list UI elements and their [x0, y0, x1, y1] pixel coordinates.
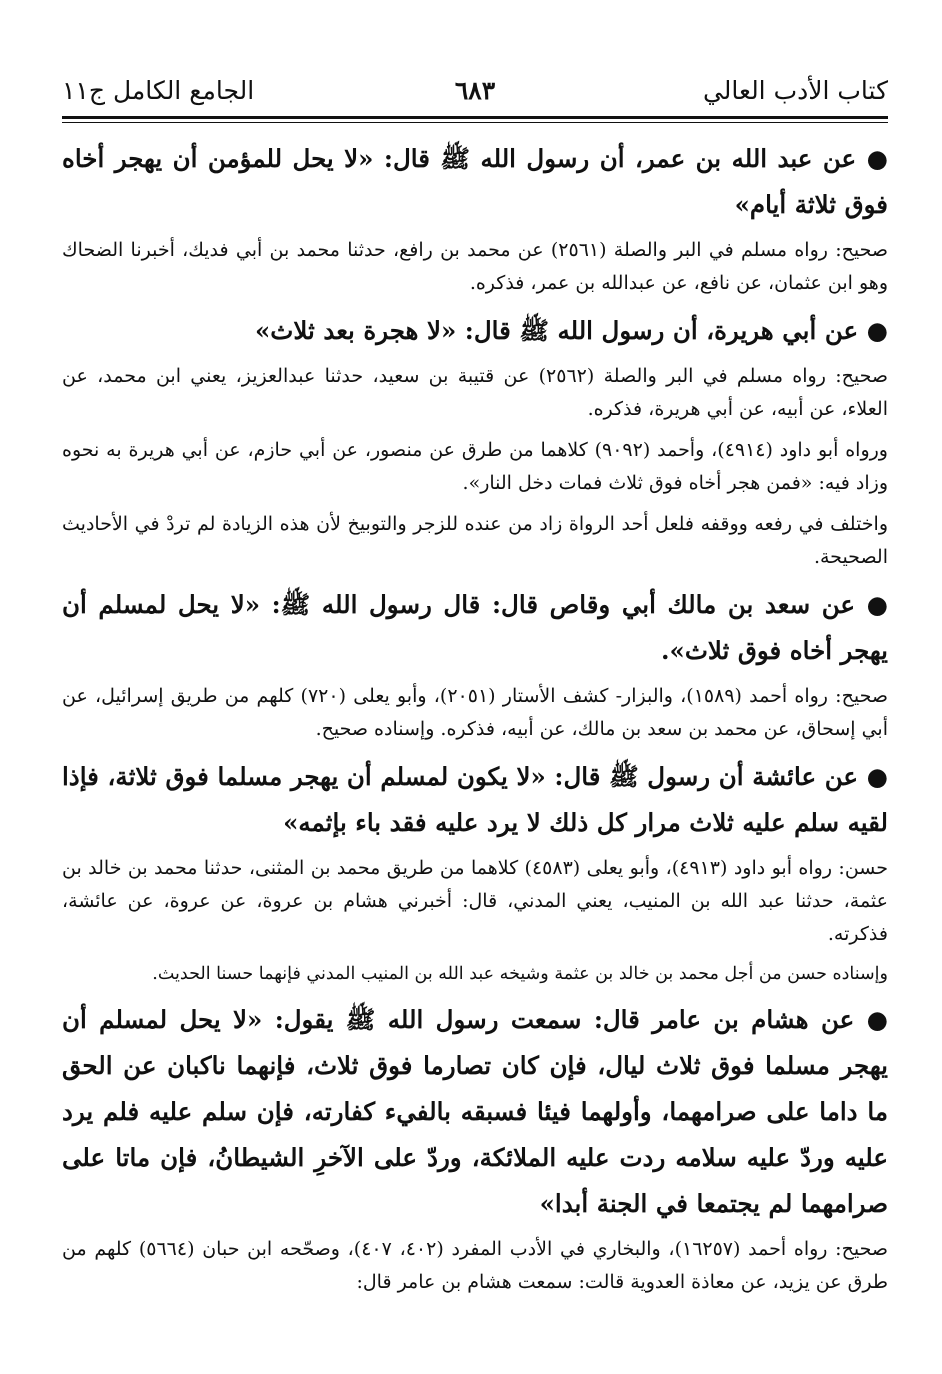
header-rule-thin [62, 122, 888, 123]
page-number: ٦٨٣ [454, 76, 496, 105]
header-rule-thick [62, 116, 888, 119]
hadith-text: ● عن عبد الله بن عمر، أن رسول الله ﷺ قال: «لا يحل للمؤمن أن يهجر أخاه فوق ثلاثة أيام» [62, 144, 888, 219]
takhrij-note: حسن: رواه أبو داود (٤٩١٣)، وأبو يعلى (٤٥٨٣) كلاهما من طريق محمد بن المثنى، حدثنا محمد بن خالد بن عثمة، حدثنا عبد الله بن المنيب، يعني المدني، قال: أخبرني هشام بن عروة، عن عروة، عن عائشة، فذكرته. [62, 857, 888, 945]
page-body [62, 136, 888, 1307]
hadith-text: ● عن عائشة أن رسول ﷺ قال: «لا يكون لمسلم أن يهجر مسلما فوق ثلاثة، فإذا لقيه سلم عليه ثلاث مرار كل ذلك لا يرد عليه فقد باء بإثمه» [62, 762, 888, 837]
page-header [62, 72, 888, 112]
takhrij-note: وإسناده حسن من أجل محمد بن خالد بن عثمة وشيخه عبد الله بن المنيب المدني فإنهما حسنا الحديث. [152, 964, 888, 984]
book-title: كتاب الأدب العالي [702, 76, 888, 105]
hadith-text: ● عن أبي هريرة، أن رسول الله ﷺ قال: «لا هجرة بعد ثلاث» [254, 316, 888, 345]
hadith-text: ● عن سعد بن مالك أبي وقاص قال: قال رسول الله ﷺ: «لا يحل لمسلم أن يهجر أخاه فوق ثلاث». [62, 590, 888, 665]
takhrij-note: صحيح: رواه أحمد (١٦٢٥٧)، والبخاري في الأدب المفرد (٤٠٢، ٤٠٧)، وصحّحه ابن حبان (٥٦٦٤) كلهم من طرق عن يزيد، عن معاذة العدوية قالت: سمعت هشام بن عامر قال: [62, 1238, 888, 1293]
hadith-text: ● عن هشام بن عامر قال: سمعت رسول الله ﷺ يقول: «لا يحل لمسلم أن يهجر مسلما فوق ثلاث ليال، فإن كان تصارما فوق ثلاث، فإنهما ناكبان عن الحق ما داما على صرامهما، وأولهما فيئا فسبقه بالفيء كفارته، فإن سلم عليه فلم يرد عليه وردّ عليه سلامه ردت عليه الملائكة، وردّ على الآخرِ الشيطانُ، فإن ماتا على صرامهما لم يجتمعا في الجنة أبدا» [62, 1005, 888, 1218]
takhrij-note: صحيح: رواه أحمد (١٥٨٩)، والبزار- كشف الأستار (٢٠٥١)، وأبو يعلى (٧٢٠) كلهم من طريق إسرائيل، عن أبي إسحاق، عن محمد بن سعد بن مالك، عن أبيه، فذكره. وإسناده صحيح. [62, 685, 888, 740]
takhrij-note: واختلف في رفعه ووقفه فلعل أحد الرواة زاد من عنده للزجر والتوبيخ لأن هذه الزيادة لم تردْ في الأحاديث الصحيحة. [62, 513, 888, 568]
series-title: الجامع الكامل ج١١ [62, 76, 255, 105]
takhrij-note: ورواه أبو داود (٤٩١٤)، وأحمد (٩٠٩٢) كلاهما من طرق عن منصور، عن أبي حازم، عن أبي هريرة به نحوه وزاد فيه: «فمن هجر أخاه فوق ثلاث فمات دخل النار». [62, 439, 888, 494]
takhrij-note: صحيح: رواه مسلم في البر والصلة (٢٥٦٢) عن قتيبة بن سعيد، حدثنا عبدالعزيز، يعني ابن محمد، عن العلاء، عن أبيه، عن أبي هريرة، فذكره. [62, 365, 888, 420]
takhrij-note: صحيح: رواه مسلم في البر والصلة (٢٥٦١) عن محمد بن رافع، حدثنا محمد بن أبي فديك، أخبرنا الضحاك وهو ابن عثمان، عن نافع، عن عبدالله بن عمر، فذكره. [62, 239, 888, 294]
